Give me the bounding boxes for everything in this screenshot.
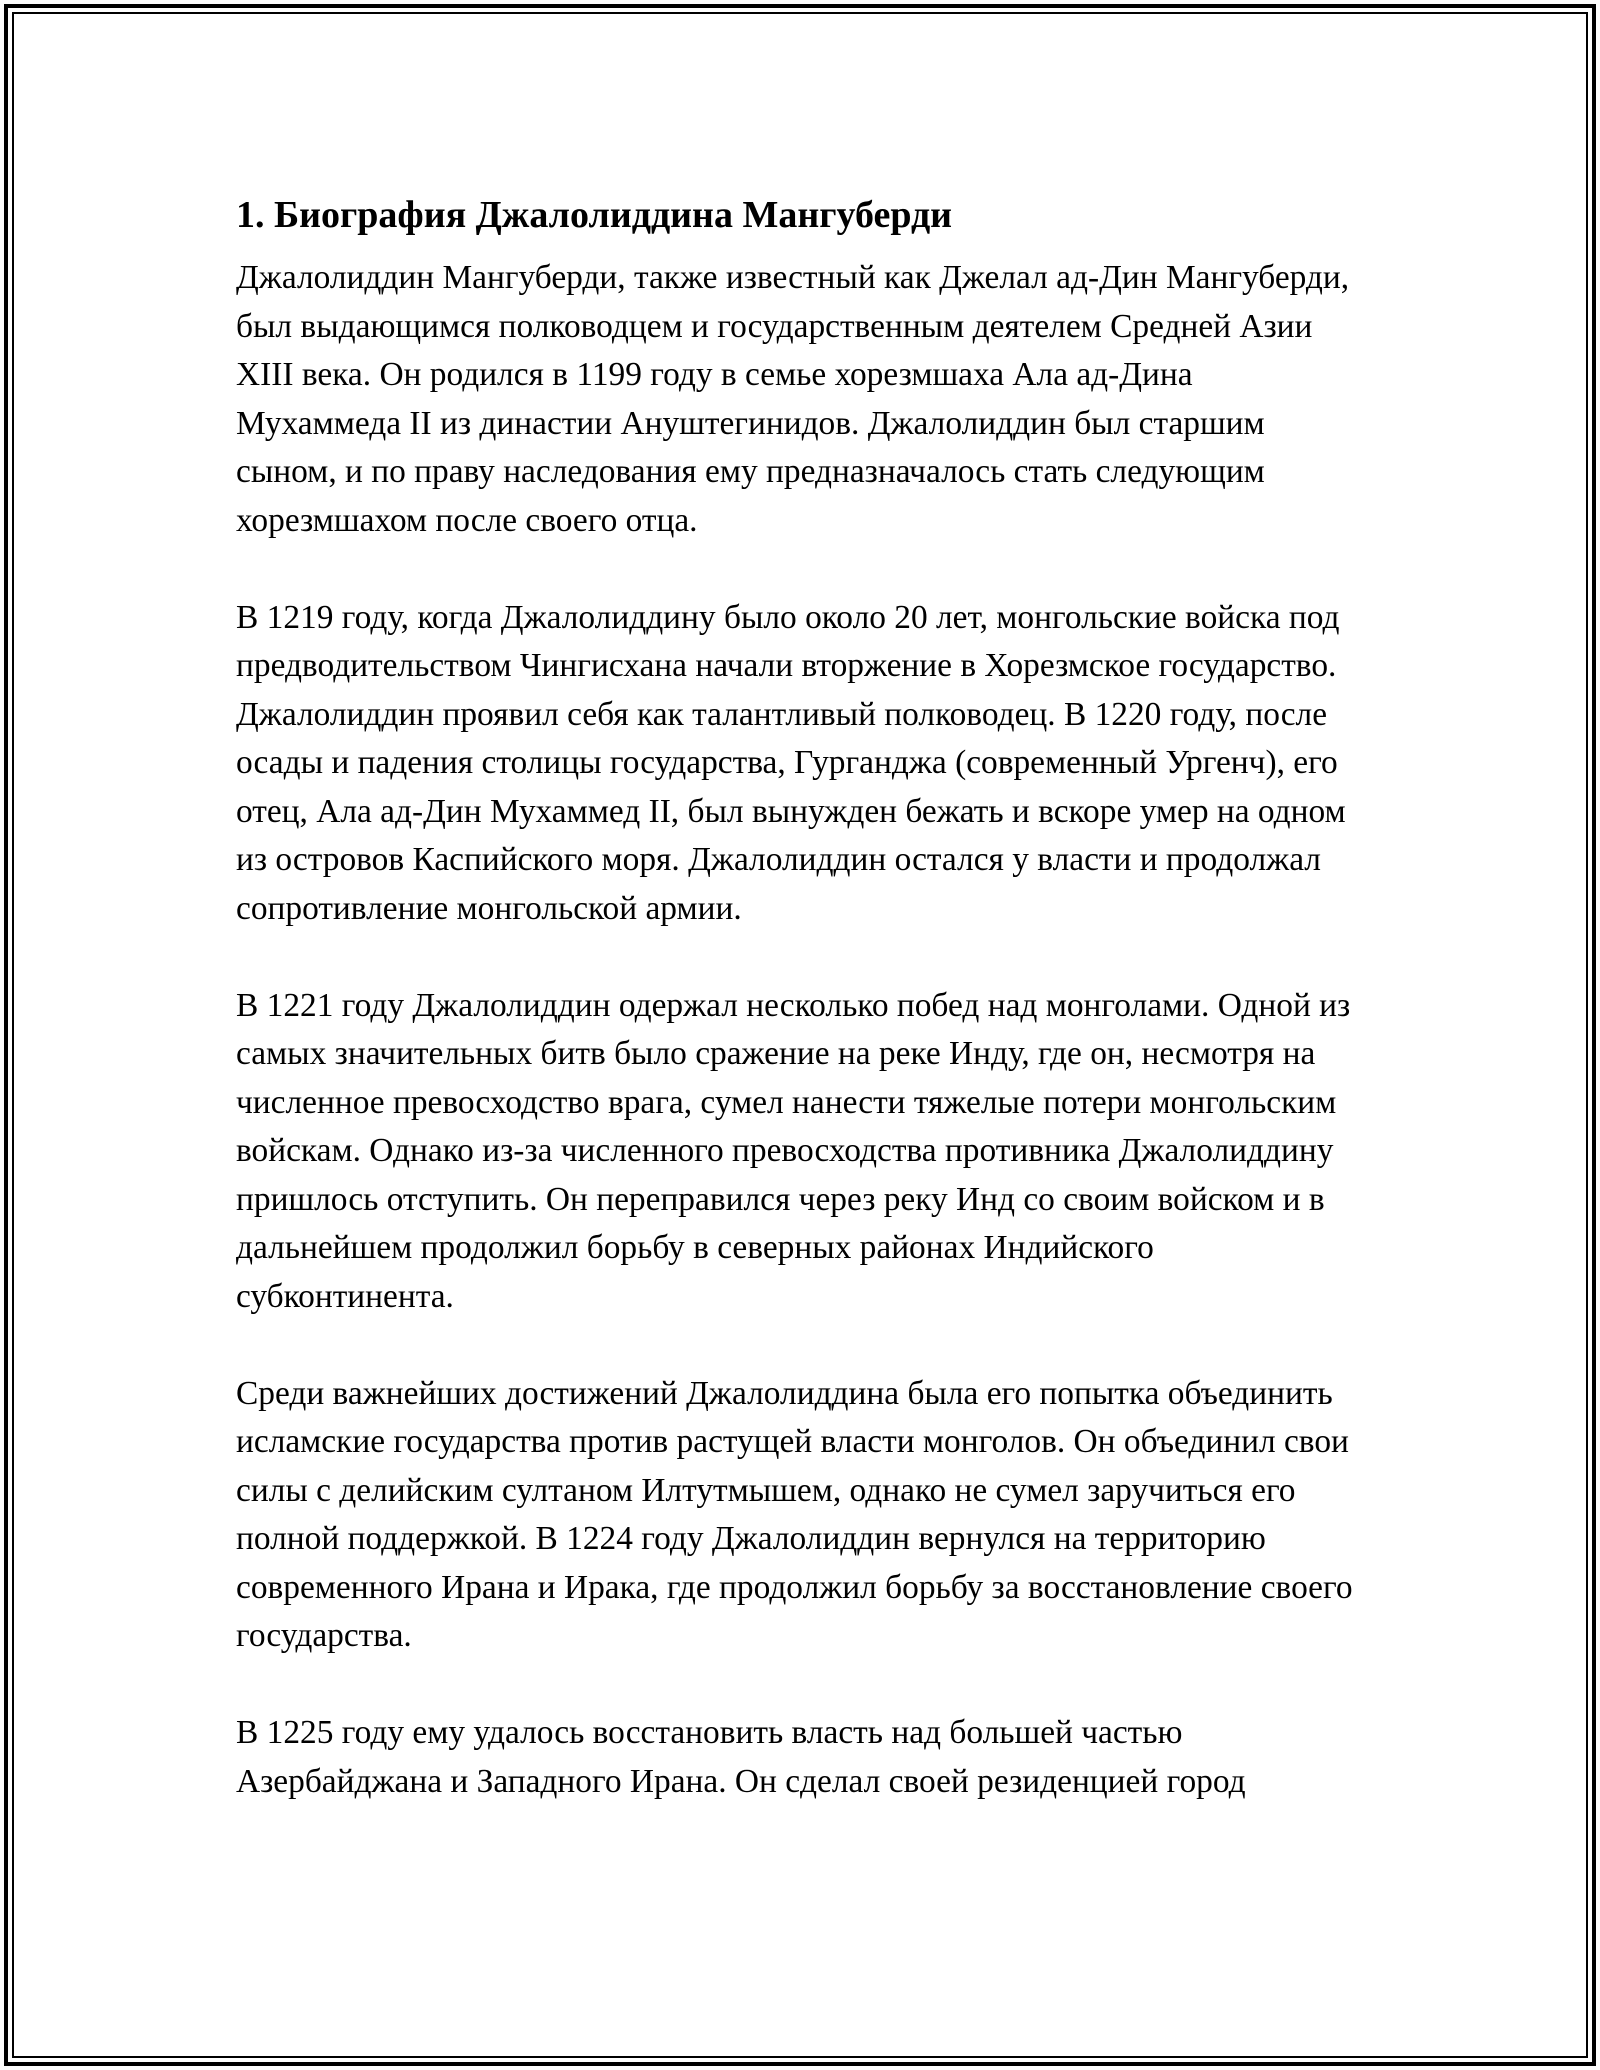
- paragraph-alliance: Среди важнейших достижений Джалолиддина была его попытка объединить исламские государства против растущей власти монголов. Он объединил свои силы с делийским султаном Илтутмышем, однако не сумел заручиться его полной поддержкой. В 1224 году Джалолиддин вернулся на территорию современного Ирана и Ирака, где продолжил борьбу за восстановление своего государства.: [236, 1374, 1353, 1654]
- document-page: [236, 190, 1366, 1855]
- paragraph-mongol-invasion: В 1219 году, когда Джалолиддину было около 20 лет, монгольские войска под предводительством Чингисхана начали вторжение в Хорезмское государство. Джалолиддин проявил себя как талантливый полководец. В 1220 году, после осады и падения столицы государства, Гурганджа (современный Ургенч), его отец, Ала ад-Дин Мухаммед II, был вынужден бежать и вскоре умер на одном из островов Каспийского моря. Джалолиддин остался у власти и продолжал сопротивление монгольской армии.: [236, 598, 1346, 927]
- paragraph-indus-battle: В 1221 году Джалолиддин одержал несколько побед над монголами. Одной из самых значительных битв было сражение на реке Инду, где он, несмотря на численное превосходство врага, сумел нанести тяжелые потери монгольским войскам. Однако из-за численного превосходства противника Джалолиддину пришлось отступить. Он переправился через реку Инд со своим войском и в дальнейшем продолжил борьбу в северных районах Индийского субконтинента.: [236, 986, 1351, 1315]
- section-heading: 1. Биография Джалолиддина Мангуберди: [236, 194, 953, 236]
- paragraph-birth: Джалолиддин Мангуберди, также известный как Джелал ад-Дин Мангуберди, был выдающимся полководцем и государственным деятелем Средней Азии XIII века. Он родился в 1199 году в семье хорезмшаха Ала ад-Дина Мухаммеда II из династии Ануштегинидов. Джалолиддин был старшим сыном, и по праву наследования ему предназначалось стать следующим хорезмшахом после своего отца.: [236, 259, 1350, 539]
- paragraph-restoration: В 1225 году ему удалось восстановить власть над большей частью Азербайджана и Западного Ирана. Он сделал своей резиденцией город: [236, 1714, 1246, 1800]
